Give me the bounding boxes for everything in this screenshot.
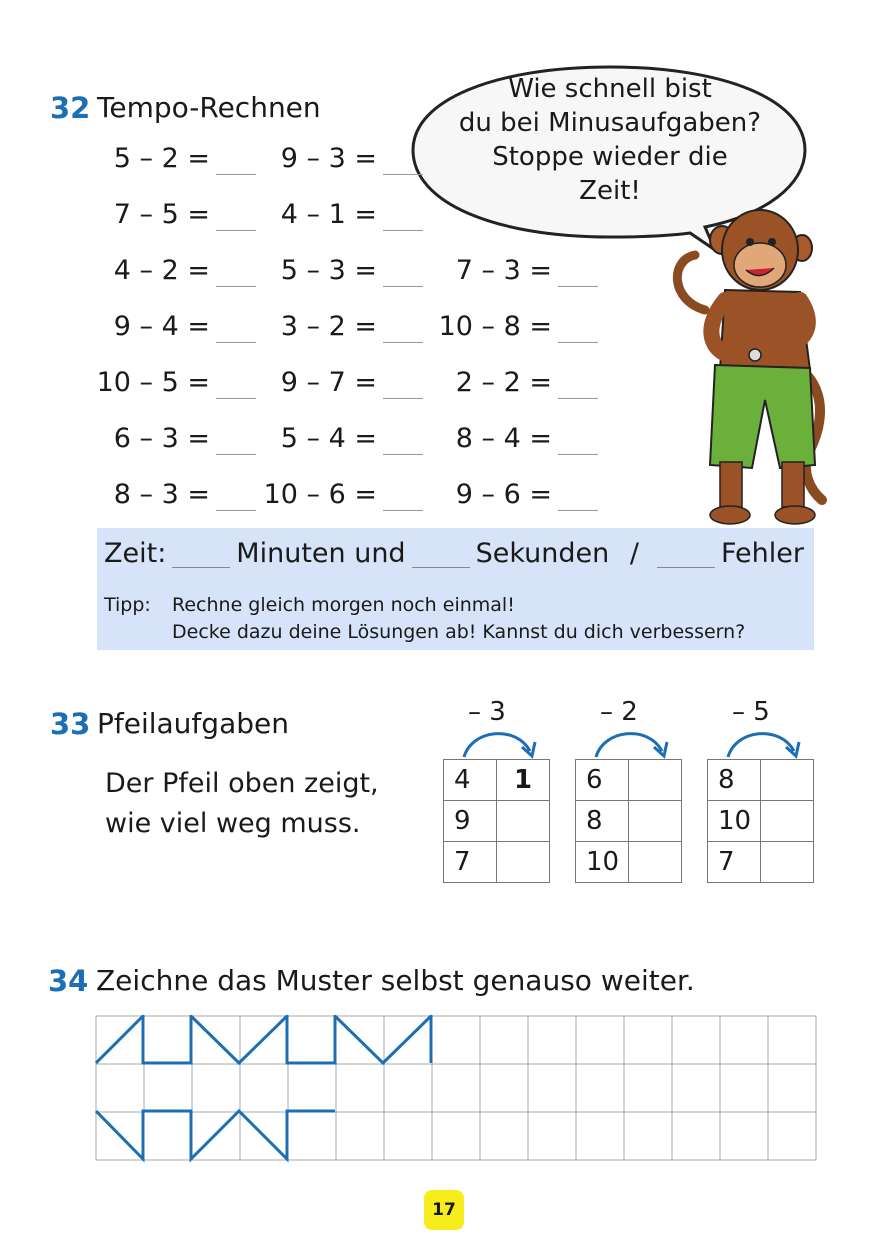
start-value-cell: 7 [444, 842, 497, 883]
equation-text: 5 – 2 = [113, 143, 210, 174]
equation-text: 9 – 7 = [280, 367, 377, 398]
equation-1-2 [114, 199, 256, 231]
arrow-operation-1: – 3 [468, 697, 506, 727]
equation-text: 8 – 4 = [455, 423, 552, 454]
equation-2-1 [281, 143, 423, 175]
speech-bubble-text [410, 72, 810, 208]
equation-2-4 [281, 311, 423, 343]
equation-1-7 [114, 479, 256, 511]
answer-cell[interactable] [497, 801, 550, 842]
answer-blank[interactable] [558, 374, 598, 399]
answer-blank[interactable] [216, 486, 256, 511]
answer-blank[interactable] [558, 430, 598, 455]
answer-cell[interactable] [629, 842, 682, 883]
equation-3-3 [456, 367, 598, 399]
equation-text: 6 – 3 = [113, 423, 210, 454]
equation-1-3 [114, 255, 256, 287]
equation-text: 9 – 4 = [113, 311, 210, 342]
pattern-line-bottom [96, 1111, 335, 1159]
arrow-operation-3: – 5 [732, 697, 770, 727]
equation-1-1 [114, 143, 256, 175]
start-value-cell: 8 [708, 760, 761, 801]
errors-blank[interactable] [657, 543, 715, 568]
answer-cell[interactable] [761, 760, 814, 801]
speech-line-4: Zeit! [579, 176, 641, 206]
task-34-title: Zeichne das Muster selbst genauso weiter. [96, 964, 695, 997]
time-row [104, 538, 804, 569]
monkey-illustration [660, 200, 830, 530]
start-value-cell: 8 [576, 801, 629, 842]
equation-text: 10 – 6 = [263, 479, 377, 510]
answer-blank[interactable] [383, 374, 423, 399]
equation-text: 9 – 3 = [280, 143, 377, 174]
answer-blank[interactable] [383, 150, 423, 175]
tip-line-2: Decke dazu deine Lösungen ab! Kannst du dich verbessern? [172, 621, 746, 643]
answer-cell[interactable]: 1 [497, 760, 550, 801]
equation-3-5 [456, 479, 598, 511]
equation-text: 4 – 1 = [280, 199, 377, 230]
answer-blank[interactable] [558, 318, 598, 343]
answer-blank[interactable] [558, 486, 598, 511]
equation-2-3 [281, 255, 423, 287]
task-32-title: Tempo-Rechnen [97, 91, 321, 124]
equation-2-6 [281, 423, 423, 455]
errors-label: Fehler [720, 538, 804, 569]
answer-blank[interactable] [216, 318, 256, 343]
task-33-description-2: wie viel weg muss. [105, 808, 361, 839]
start-value-cell: 9 [444, 801, 497, 842]
answer-cell[interactable] [761, 801, 814, 842]
start-value-cell: 4 [444, 760, 497, 801]
start-value-cell: 10 [576, 842, 629, 883]
equation-1-5 [97, 367, 256, 399]
page-number-badge: 17 [424, 1190, 464, 1230]
equation-text: 2 – 2 = [455, 367, 552, 398]
answer-blank[interactable] [383, 430, 423, 455]
speech-line-2: du bei Minusaufgaben? [458, 108, 762, 138]
arrow-table-3 [707, 759, 814, 883]
speech-line-1: Wie schnell bist [508, 74, 712, 104]
arrow-operation-2: – 2 [600, 697, 638, 727]
equation-text: 7 – 3 = [455, 255, 552, 286]
equation-1-6 [114, 423, 256, 455]
answer-cell[interactable] [761, 842, 814, 883]
answer-blank[interactable] [558, 262, 598, 287]
arrow-table-1 [443, 759, 550, 883]
start-value-cell: 6 [576, 760, 629, 801]
answer-blank[interactable] [216, 262, 256, 287]
answer-blank[interactable] [383, 318, 423, 343]
time-label: Zeit: [104, 538, 167, 569]
seconds-blank[interactable] [412, 543, 470, 568]
equation-text: 10 – 5 = [96, 367, 210, 398]
equation-2-5 [281, 367, 423, 399]
curved-arrow-icon [590, 725, 675, 761]
arrow-table-2 [575, 759, 682, 883]
equation-text: 9 – 6 = [455, 479, 552, 510]
equation-2-2 [281, 199, 423, 231]
equation-1-4 [114, 311, 256, 343]
equation-text: 3 – 2 = [280, 311, 377, 342]
pattern-grid[interactable] [95, 1015, 817, 1163]
task-33-description-1: Der Pfeil oben zeigt, [105, 768, 379, 799]
task-33-number: 33 [50, 707, 91, 741]
tip-label: Tipp: [104, 594, 151, 616]
equation-text: 7 – 5 = [113, 199, 210, 230]
curved-arrow-icon [722, 725, 807, 761]
minutes-label: Minuten und [236, 538, 406, 569]
answer-blank[interactable] [383, 262, 423, 287]
equation-text: 8 – 3 = [113, 479, 210, 510]
minutes-blank[interactable] [172, 543, 230, 568]
equation-3-4 [456, 423, 598, 455]
speech-line-3: Stoppe wieder die [492, 142, 728, 172]
answer-blank[interactable] [216, 150, 256, 175]
separator-slash: / [629, 538, 639, 569]
answer-cell[interactable] [629, 801, 682, 842]
start-value-cell: 7 [708, 842, 761, 883]
task-33-title: Pfeilaufgaben [97, 707, 289, 740]
equation-3-2 [439, 311, 598, 343]
answer-blank[interactable] [216, 430, 256, 455]
equation-text: 4 – 2 = [113, 255, 210, 286]
equation-2-7 [264, 479, 423, 511]
task-34-number: 34 [48, 964, 89, 998]
answer-blank[interactable] [216, 206, 256, 231]
answer-blank[interactable] [383, 206, 423, 231]
answer-blank[interactable] [216, 374, 256, 399]
task-32-number: 32 [50, 91, 91, 125]
equation-text: 5 – 4 = [280, 423, 377, 454]
seconds-label: Sekunden [475, 538, 610, 569]
answer-blank[interactable] [383, 486, 423, 511]
answer-cell[interactable] [497, 842, 550, 883]
equation-text: 5 – 3 = [280, 255, 377, 286]
curved-arrow-icon [458, 725, 543, 761]
equation-text: 10 – 8 = [438, 311, 552, 342]
start-value-cell: 10 [708, 801, 761, 842]
answer-cell[interactable] [629, 760, 682, 801]
tip-line-1: Rechne gleich morgen noch einmal! [172, 594, 515, 616]
equation-3-1 [456, 255, 598, 287]
pattern-line-top [96, 1016, 431, 1063]
